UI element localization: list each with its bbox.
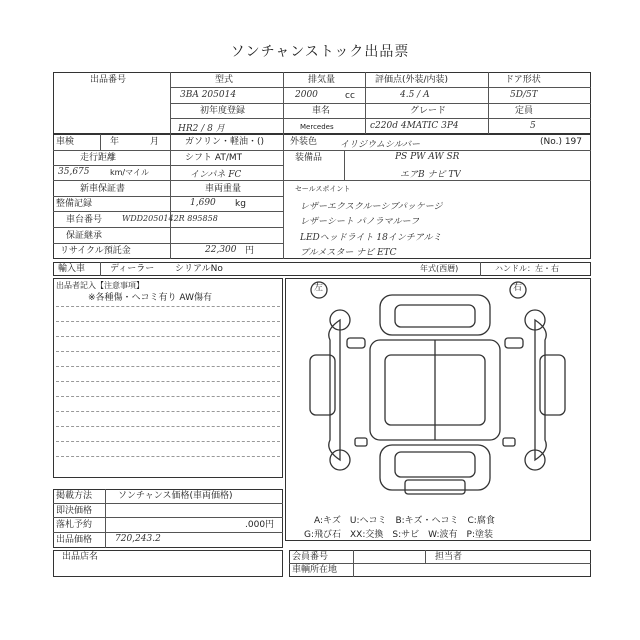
car-diagram: [285, 280, 591, 510]
haikiryo-unit: cc: [345, 91, 355, 101]
jokyo-label: 保証継承: [66, 231, 103, 241]
kanri-label: 車輌所在地: [292, 565, 338, 575]
yunyu-label: 輸入車: [58, 264, 86, 274]
chassis-value: WDD2050142R 895858: [122, 214, 218, 223]
soko-label: 走行距離: [80, 153, 117, 163]
shuppin-label: 出品価格: [56, 535, 93, 545]
shaken-label: 車検: [56, 137, 75, 147]
katashiki-label: 型式: [215, 75, 234, 85]
shodo-value: HR2 / 8 月: [178, 124, 225, 134]
kenmei-label: 車名: [312, 106, 331, 116]
soko-value: 35,675: [58, 167, 90, 177]
grade-label: グレード: [410, 106, 447, 116]
shift-label: シフト AT/MT: [185, 153, 243, 163]
weight-label: 車両重量: [205, 184, 242, 194]
hyoka-value: 4.5 / A: [400, 90, 430, 100]
shaken-month: 月: [150, 137, 160, 147]
hyoka-label: 評価点(外装/内装): [375, 75, 449, 85]
serial-label: シリアルNo: [175, 264, 223, 274]
sokuketsu-label: 即決価格: [56, 506, 93, 516]
diagram-left-label: 左: [314, 283, 324, 293]
rakusatsu-label: 落札予約: [56, 520, 93, 530]
grade-value: c220d 4MATIC 3P4: [370, 121, 459, 131]
form-title: ソンチャンストック出品票: [230, 44, 410, 60]
shuppin-value: 720,243.2: [115, 534, 161, 544]
dealer-label: ディーラー: [110, 264, 155, 274]
nengetsu-label: 年式(西暦): [420, 264, 459, 273]
haikiryo-value: 2000: [295, 90, 318, 100]
fuel-label: ガソリン・軽油・(): [185, 137, 265, 147]
remarks-note: ※各種傷・ヘコミ有り AW傷有: [88, 293, 212, 303]
teiin-value: 5: [530, 121, 536, 131]
equip-row1: PS PW AW SR: [395, 152, 460, 162]
remarks-label: 出品者記入【注意事項】: [56, 281, 144, 290]
sales-point-1: レザーエクスクルーシブパッケージ: [300, 202, 443, 212]
teiin-label: 定員: [515, 106, 534, 116]
color-label: 外装色: [290, 137, 318, 147]
door-value: 5D/5T: [510, 90, 538, 100]
kenmei-value: Mercedes: [300, 123, 334, 131]
keisai-value: ソンチャンス価格(車両価格): [118, 491, 233, 501]
color-value: イリジウムシルバー: [340, 140, 421, 150]
sales-point-label: セールスポイント: [295, 185, 351, 193]
kaiin-label: 会員番号: [292, 552, 329, 562]
legend-row2: G:飛び石 XX:交換 S:サビ W:波有 P:塗装: [304, 530, 493, 540]
equip-label: 装備品: [295, 153, 323, 163]
weight-value: 1,690: [190, 198, 216, 208]
recycle-value: 22,300: [205, 245, 237, 255]
legend-row1: A:キズ U:ヘコミ B:キズ・ヘコミ C:腐食: [314, 516, 495, 526]
door-label: ドア形状: [505, 75, 541, 85]
haikiryo-label: 排気量: [308, 75, 336, 85]
store-label: 出品店名: [62, 552, 99, 562]
remarks-box: [53, 278, 283, 478]
color-no: (No.) 197: [540, 137, 583, 147]
shinsha-label: 新車保証書: [80, 184, 126, 194]
sales-point-4: ブルメスター ナビ ETC: [300, 248, 397, 258]
soko-unit: km/マイル: [110, 168, 149, 177]
shodo-label: 初年度登録: [200, 106, 246, 116]
shift-value: インパネ FC: [190, 170, 242, 180]
sales-point-2: レザーシート パノラマルーフ: [300, 217, 420, 227]
recycle-unit: 円: [245, 246, 255, 256]
shuppin-bango-label: 出品番号: [90, 75, 127, 85]
keisai-label: 掲載方法: [56, 491, 93, 501]
weight-unit: kg: [235, 199, 246, 209]
tanto-label: 担当者: [435, 552, 463, 562]
handle-label: ハンドル：左・右: [495, 264, 559, 273]
chassis-label: 車台番号: [66, 215, 103, 225]
equip-row2: エアB ナビ TV: [400, 170, 461, 180]
sales-point-3: LEDヘッドライト 18インチアルミ: [300, 233, 442, 243]
rakusatsu-unit: .000円: [245, 520, 275, 530]
katashiki-value: 3BA 205014: [180, 90, 237, 100]
recycle-label: リサイクル預託金: [60, 246, 131, 256]
shaken-year: 年: [110, 137, 120, 147]
seibi-label: 整備記録: [56, 199, 93, 209]
diagram-right-label: 右: [513, 283, 523, 293]
